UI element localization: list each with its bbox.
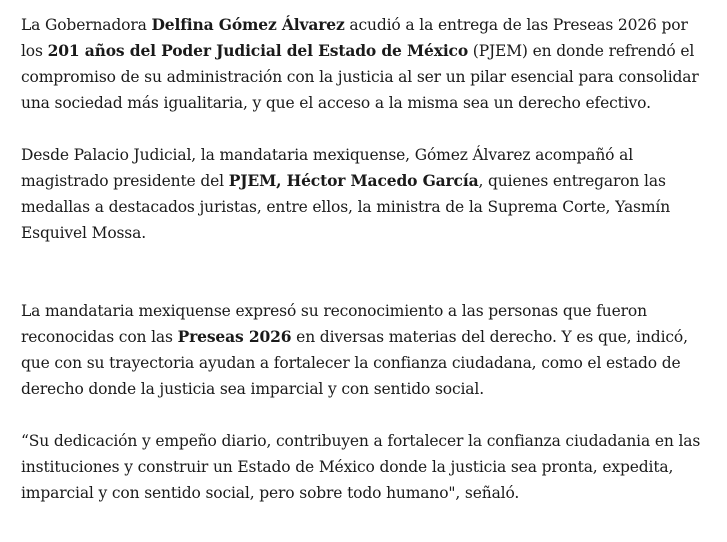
paragraph-2-text-1: Desde Palacio Judicial, la mandataria mexiquense, Gómez Álvarez acompañó al magistrado presidente del — [21, 146, 634, 190]
paragraph-1-text-2: acudió a la entrega de las Preseas 2026 por los — [21, 16, 688, 60]
paragraph-1 — [21, 12, 709, 116]
governor-name: Delfina Gómez Álvarez — [151, 15, 345, 34]
paragraph-1-text-3: (PJEM) en donde refrendó el compromiso de su administración con la justicia al ser un pilar esencial para consolidar una sociedad más igualitaria, y que el acceso a la misma sea un derecho efectivo. — [21, 42, 699, 112]
paragraph-2 — [21, 142, 709, 246]
paragraph-3-text-1: La mandataria mexiquense expresó su reconocimiento a las personas que fueron reconocidas con las — [21, 302, 647, 346]
paragraph-4-text-1: “Su dedicación y empeño diario, contribuyen a fortalecer la confianza ciudadania en las instituciones y construir un Estado de México donde la justicia sea pronta, expedita, imparcial y con sentido social, pero sobre todo humano", señaló. — [21, 432, 701, 502]
paragraph-3 — [21, 298, 709, 402]
pjem-president-name: PJEM, Héctor Macedo García — [228, 171, 479, 190]
preseas-label: Preseas 2026 — [177, 327, 292, 346]
paragraph-1-text-1: La Gobernadora — [21, 16, 152, 34]
article-body — [21, 12, 709, 506]
paragraph-2-text-2: , quienes entregaron las medallas a destacados juristas, entre ellos, la ministra de la Suprema Corte, Yasmín Esquivel Mossa. — [21, 172, 671, 242]
paragraph-3-text-2: en diversas materias del derecho. Y es que, indicó, que con su trayectoria ayudan a fortalecer la confianza ciudadana, como el estado de derecho donde la justicia sea imparcial y con sentido social. — [21, 328, 688, 398]
paragraph-4-quote — [21, 428, 709, 506]
pjem-anniversary: 201 años del Poder Judicial del Estado de México — [47, 41, 469, 60]
